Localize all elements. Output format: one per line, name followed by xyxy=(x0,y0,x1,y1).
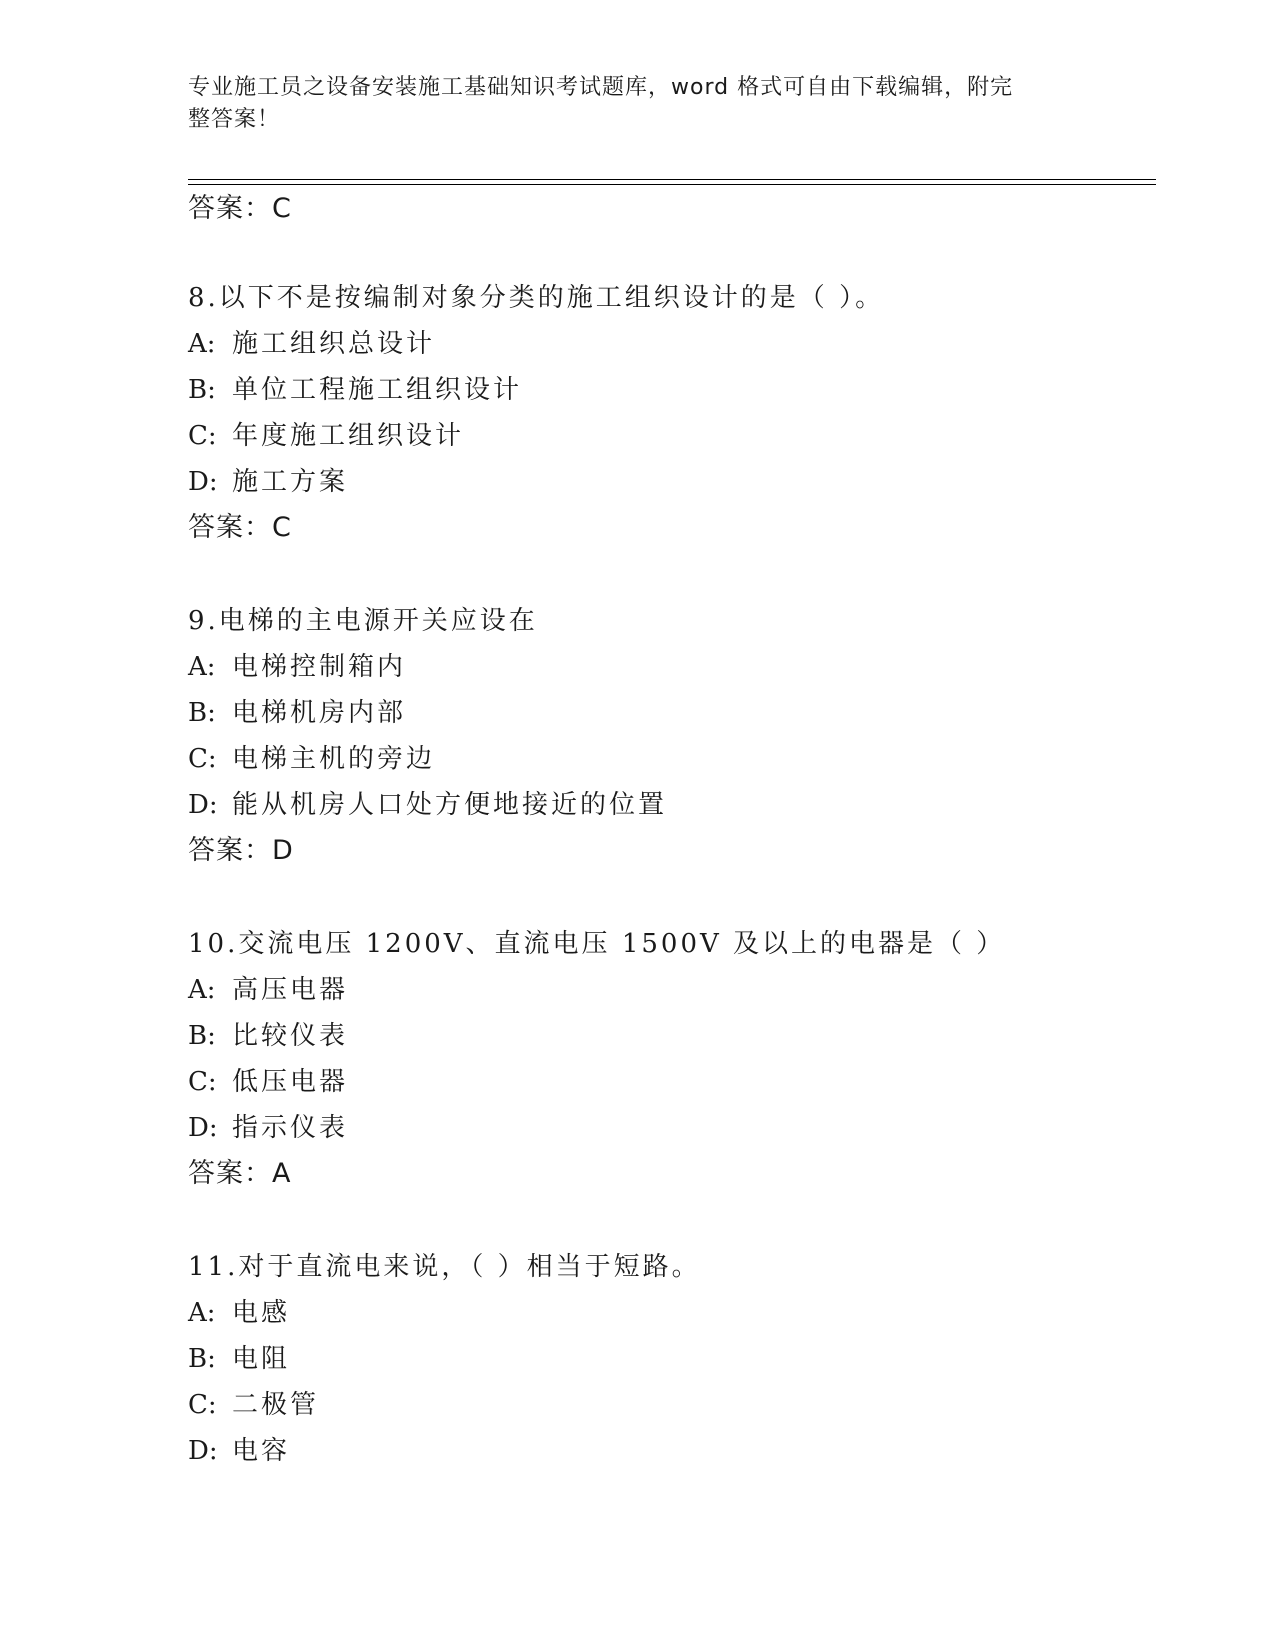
option-b xyxy=(188,1013,1005,1059)
question-9 xyxy=(188,598,667,874)
option-text: 电梯主机的旁边 xyxy=(232,744,436,774)
option-text: 电梯机房内部 xyxy=(232,698,407,728)
option-a xyxy=(188,321,884,367)
answer-label: 答案：A xyxy=(188,1158,292,1189)
option-d xyxy=(188,459,884,505)
option-letter: C: xyxy=(188,1390,217,1420)
option-d xyxy=(188,782,667,828)
option-text: 低压电器 xyxy=(232,1067,349,1097)
option-text: 单位工程施工组织设计 xyxy=(232,375,523,405)
option-letter: A: xyxy=(188,652,216,682)
answer-label: 答案：D xyxy=(188,835,294,866)
option-b xyxy=(188,690,667,736)
header-rule-bottom xyxy=(188,184,1156,185)
question-10 xyxy=(188,921,1005,1197)
option-letter: C: xyxy=(188,421,217,451)
question-11 xyxy=(188,1244,701,1474)
answer-label: 答案：C xyxy=(188,512,292,543)
option-a xyxy=(188,967,1005,1013)
option-letter: D: xyxy=(188,790,218,820)
option-a xyxy=(188,644,667,690)
option-text: 电梯控制箱内 xyxy=(232,652,407,682)
answer-label: 答案：C xyxy=(188,193,292,224)
option-text: 电阻 xyxy=(232,1344,291,1374)
option-d xyxy=(188,1428,701,1474)
option-text: 高压电器 xyxy=(232,975,349,1005)
option-text: 电容 xyxy=(232,1436,291,1466)
option-letter: B: xyxy=(188,375,216,405)
option-text: 施工方案 xyxy=(232,467,349,497)
previous-answer-block xyxy=(188,186,292,232)
option-text: 年度施工组织设计 xyxy=(232,421,465,451)
option-text: 施工组织总设计 xyxy=(232,329,436,359)
option-text: 电感 xyxy=(232,1298,291,1328)
option-letter: D: xyxy=(188,467,218,497)
option-text: 二极管 xyxy=(232,1390,320,1420)
question-title: 9.电梯的主电源开关应设在 xyxy=(188,606,538,636)
header-line-1: 专业施工员之设备安装施工基础知识考试题库，word 格式可自由下载编辑，附完 xyxy=(188,75,1014,100)
header-line-2: 整答案！ xyxy=(188,107,281,132)
option-c xyxy=(188,736,667,782)
option-letter: B: xyxy=(188,1021,216,1051)
option-c xyxy=(188,413,884,459)
option-letter: A: xyxy=(188,975,216,1005)
option-letter: D: xyxy=(188,1113,218,1143)
option-letter: C: xyxy=(188,1067,217,1097)
option-letter: C: xyxy=(188,744,217,774)
option-letter: D: xyxy=(188,1436,218,1466)
option-text: 能从机房人口处方便地接近的位置 xyxy=(232,790,668,820)
question-title: 11.对于直流电来说，（ ）相当于短路。 xyxy=(188,1252,701,1282)
option-letter: A: xyxy=(188,329,216,359)
option-text: 指示仪表 xyxy=(232,1113,349,1143)
option-letter: B: xyxy=(188,698,216,728)
question-title: 8.以下不是按编制对象分类的施工组织设计的是（ ）。 xyxy=(188,283,885,313)
option-letter: A: xyxy=(188,1298,216,1328)
option-d xyxy=(188,1105,1005,1151)
option-c xyxy=(188,1382,701,1428)
option-c xyxy=(188,1059,1005,1105)
option-b xyxy=(188,1336,701,1382)
question-8 xyxy=(188,275,884,551)
document-header xyxy=(188,72,1068,136)
header-rule-top xyxy=(188,179,1156,180)
option-b xyxy=(188,367,884,413)
question-title: 10.交流电压 1200V、直流电压 1500V 及以上的电器是（ ） xyxy=(188,929,1006,959)
option-text: 比较仪表 xyxy=(232,1021,349,1051)
option-letter: B: xyxy=(188,1344,216,1374)
option-a xyxy=(188,1290,701,1336)
